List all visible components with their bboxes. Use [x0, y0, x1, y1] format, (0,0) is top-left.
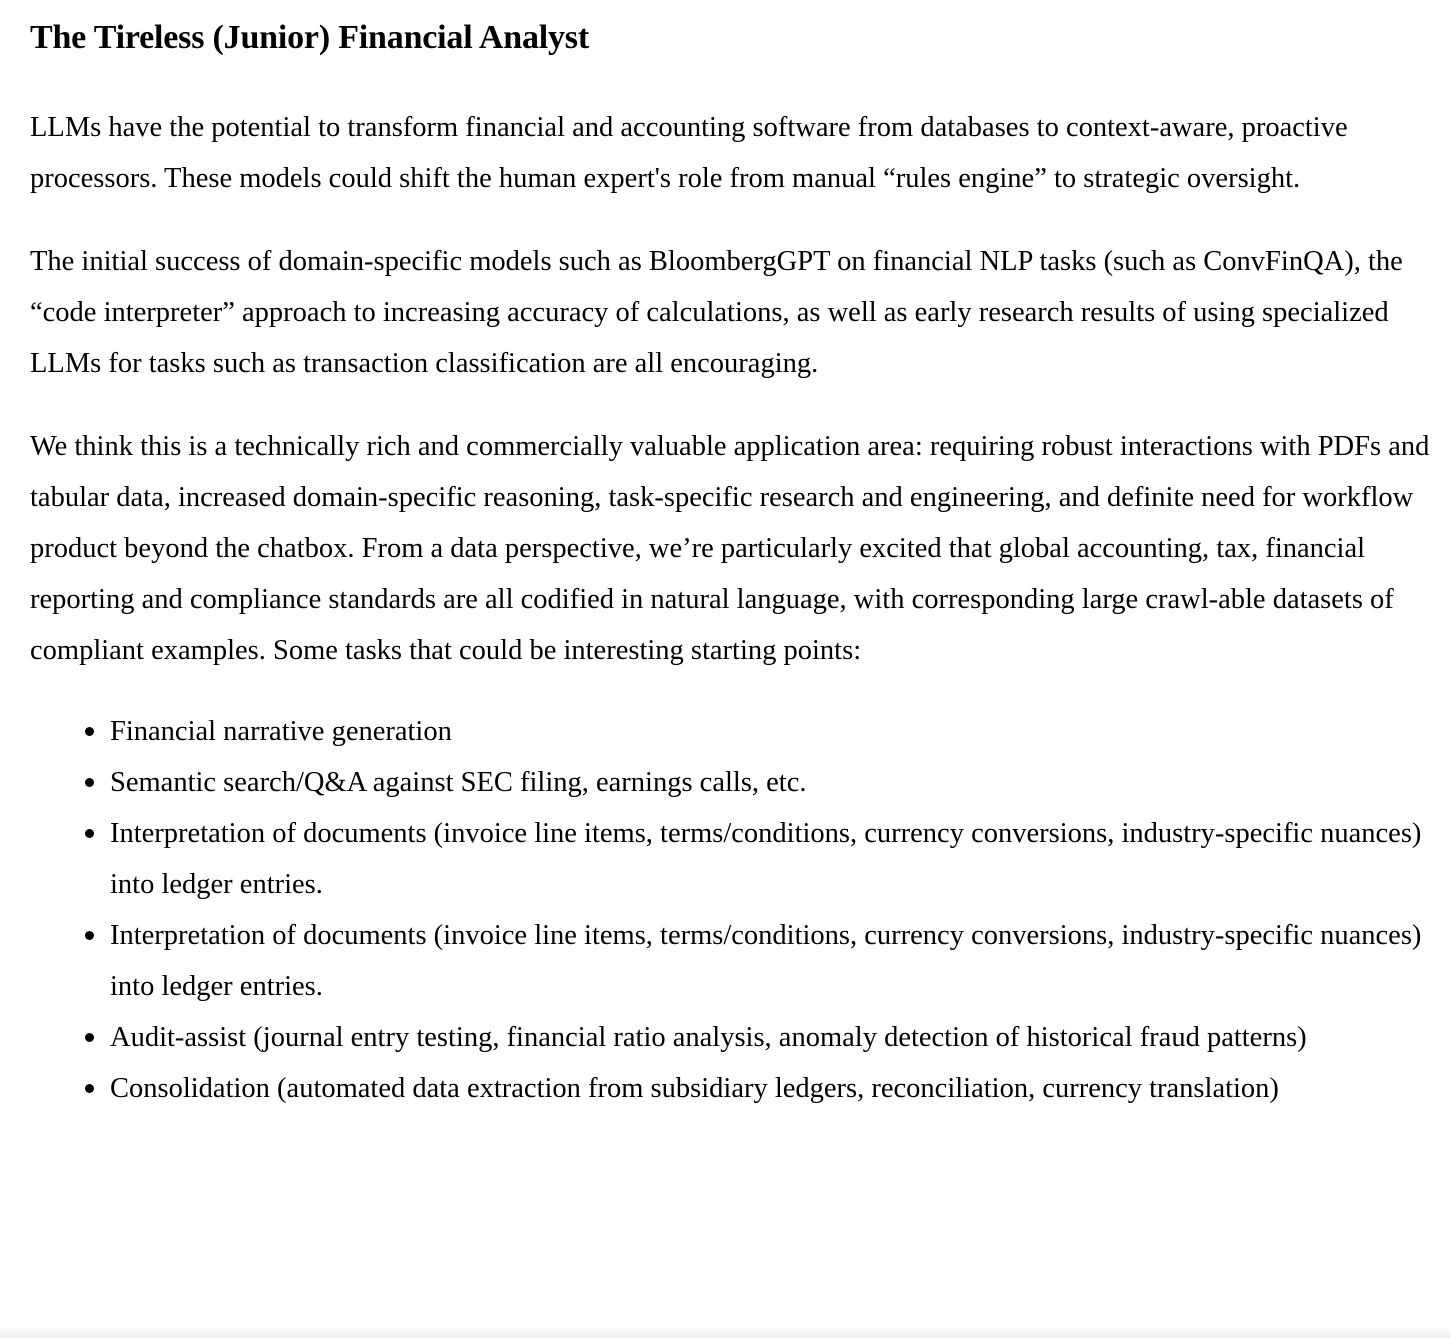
list-item — [110, 910, 1435, 1012]
list-item-text: Semantic search/Q&A against SEC filing, earnings calls, etc. — [110, 767, 807, 798]
list-item-text: Audit-assist (journal entry testing, financial ratio analysis, anomaly detection of historical fraud patterns) — [110, 1022, 1307, 1053]
list-item — [110, 706, 1435, 757]
bottom-edge-shadow — [0, 1326, 1450, 1338]
bullet-icon — [85, 778, 94, 787]
list-item — [110, 1012, 1435, 1063]
list-item — [110, 757, 1435, 808]
application-area-paragraph: We think this is a technically rich and commercially valuable application area: requiring robust interactions with PDFs and tabular data, increased domain-specific reasoning, task-specific research and engineering, and definite need for workflow product beyond the chatbox. From a data perspective, we’re particularly excited that global accounting, tax, financial reporting and compliance standards are all codified in natural language, with corresponding large crawl-able datasets of compliant examples. Some tasks that could be interesting starting points: — [30, 431, 1430, 666]
list-item-text: Financial narrative generation — [110, 716, 452, 747]
list-item — [110, 808, 1435, 910]
bullet-icon — [85, 931, 94, 940]
intro-paragraph: LLMs have the potential to transform financial and accounting software from databases to context-aware, proactive processors. These models could shift the human expert's role from manual “rules engine” to strategic oversight. — [30, 112, 1348, 194]
list-item-text: Interpretation of documents (invoice line items, terms/conditions, currency conversions, industry-specific nuances) into ledger entries. — [110, 920, 1422, 1002]
success-paragraph: The initial success of domain-specific models such as BloombergGPT on financial NLP tasks (such as ConvFinQA), the “code interpreter” approach to increasing accuracy of calculations, as well as early research results of using specialized LLMs for tasks such as transaction classification are all encouraging. — [30, 246, 1403, 379]
list-item-text: Consolidation (automated data extraction from subsidiary ledgers, reconciliation, currency translation) — [110, 1073, 1279, 1104]
list-item — [110, 1063, 1435, 1114]
bullet-icon — [85, 1084, 94, 1093]
bullet-icon — [85, 1033, 94, 1042]
page-title: The Tireless (Junior) Financial Analyst — [30, 19, 589, 56]
article — [30, 14, 1435, 1114]
task-list — [30, 706, 1435, 1114]
bullet-icon — [85, 727, 94, 736]
bullet-icon — [85, 829, 94, 838]
list-item-text: Interpretation of documents (invoice line items, terms/conditions, currency conversions, industry-specific nuances) into ledger entries. — [110, 818, 1422, 900]
